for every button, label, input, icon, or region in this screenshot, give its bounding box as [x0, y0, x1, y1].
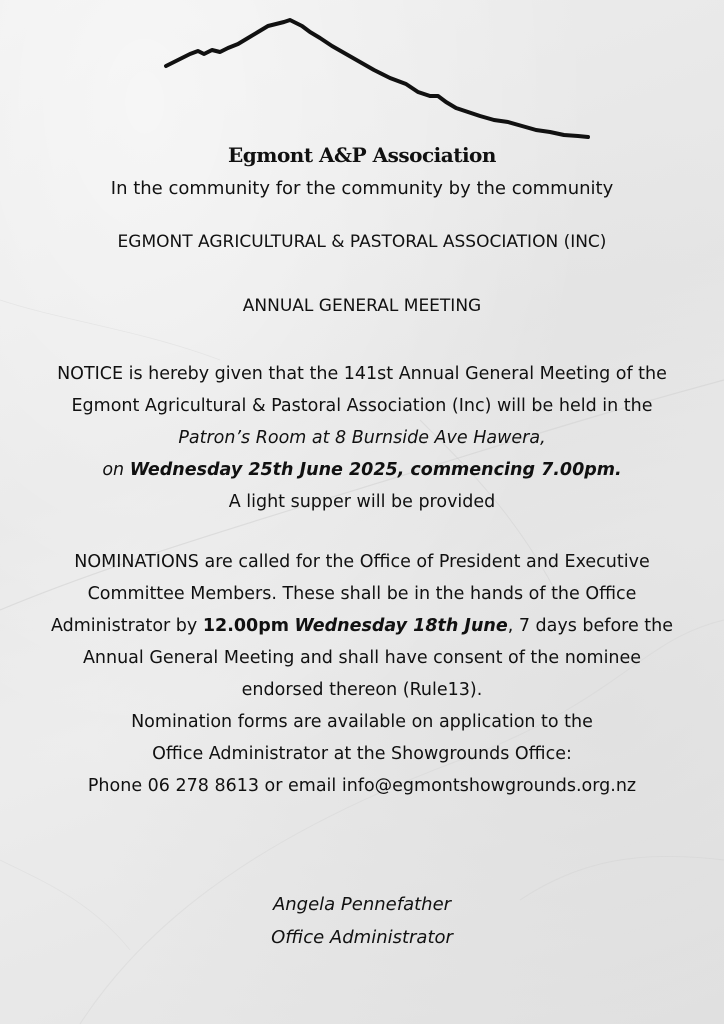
notice-line: NOTICE is hereby given that the 141st Annual General Meeting of the: [57, 364, 667, 384]
meeting-date-time: Wednesday 25th June 2025, commencing 7.00pm.: [129, 460, 622, 480]
meeting-heading: ANNUAL GENERAL MEETING: [242, 296, 482, 316]
notice-paragraph: [10, 358, 714, 518]
deadline-prefix: Administrator by: [50, 616, 203, 636]
nominations-line: Committee Members. These shall be in the hands of the Office: [87, 584, 637, 604]
deadline-time: 12.00pm: [202, 616, 289, 636]
nominations-paragraph: [10, 546, 714, 802]
signatory-role: Office Administrator: [271, 927, 453, 948]
meeting-date-line: [10, 454, 714, 486]
signatory-name: Angela Pennefather: [272, 894, 452, 915]
notice-line: Egmont Agricultural & Pastoral Association (Inc) will be held in the: [71, 396, 653, 416]
organisation-name: Egmont A&P Association: [228, 143, 496, 167]
nominations-line: endorsed thereon (Rule13).: [241, 680, 483, 700]
deadline-suffix: , 7 days before the: [507, 616, 674, 636]
signature-block: [0, 888, 724, 954]
contact-details: Phone 06 278 8613 or email info@egmontshowgrounds.org.nz: [87, 776, 637, 796]
nominations-line: Annual General Meeting and shall have consent of the nominee: [82, 648, 642, 668]
nomination-forms-line: Office Administrator at the Showgrounds Office:: [152, 744, 572, 764]
on-prefix: on: [102, 460, 130, 480]
tagline: In the community for the community by the community: [110, 178, 614, 199]
nomination-forms-line: Nomination forms are available on application to the: [131, 712, 593, 732]
meeting-venue: Patron’s Room at 8 Burnside Ave Hawera,: [178, 428, 546, 448]
nominations-deadline-line: [10, 610, 714, 642]
association-heading: EGMONT AGRICULTURAL & PASTORAL ASSOCIATION (INC): [117, 232, 607, 252]
supper-note: A light supper will be provided: [228, 492, 496, 512]
deadline-date: Wednesday 18th June: [294, 616, 508, 636]
nominations-line: NOMINATIONS are called for the Office of President and Executive: [74, 552, 650, 572]
